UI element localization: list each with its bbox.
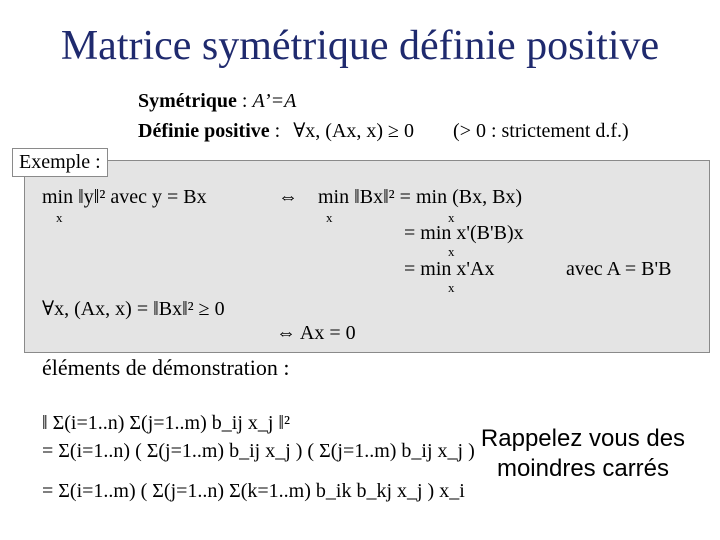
sub-x-4: x [448,244,455,259]
positive-sep: : [269,120,286,142]
example-line2: = min x'(B'B)x [404,222,524,244]
positive-formula: ∀x, (Ax, x) ≥ 0 [293,120,415,142]
sub-x-1: x [56,210,63,225]
sub-x-3: x [448,210,455,225]
sub-x-2: x [326,210,333,225]
elements-label: éléments de démonstration : [42,355,290,380]
positive-note: (> 0 : strictement d.f.) [453,120,629,142]
symmetric-definition [138,90,296,113]
proof-eq1-left: ‖ Σ(i=1..n) Σ(j=1..m) b_ij x_j ‖² [42,412,291,434]
positive-definition [138,118,629,143]
example-line1-left: min ‖y‖² avec y = Bx [42,186,207,208]
positive-label: Définie positive [138,120,270,142]
proof-eq2: = Σ(i=1..m) ( Σ(j=1..n) Σ(k=1..m) b_ik b_kj x_j ) x_i [42,480,465,502]
example-line3-tail: avec A = B'B [566,258,672,280]
symmetric-formula: A’=A [252,90,297,112]
example-line3: = min x'Ax [404,258,495,280]
example-label: Exemple : [12,148,108,177]
page-title: Matrice symétrique définie positive [60,23,660,69]
symmetric-label: Symétrique [138,90,237,112]
example-line1-right: min ‖Bx‖² = min (Bx, Bx) [318,186,523,208]
example-line5: ⇔ Ax = 0 [276,322,356,344]
reminder-note: Rappelez vous des moindres carrés [480,425,686,482]
sub-x-5: x [448,280,455,295]
proof-eq1-right: = Σ(i=1..n) ( Σ(j=1..m) b_ij x_j ) ( Σ(j=1..m) b_ij x_j ) [42,440,475,462]
symmetric-sep: : [236,90,253,112]
equiv-symbol-1: ⇔ [278,186,298,208]
example-line4: ∀x, (Ax, x) = ‖Bx‖² ≥ 0 [42,298,225,320]
